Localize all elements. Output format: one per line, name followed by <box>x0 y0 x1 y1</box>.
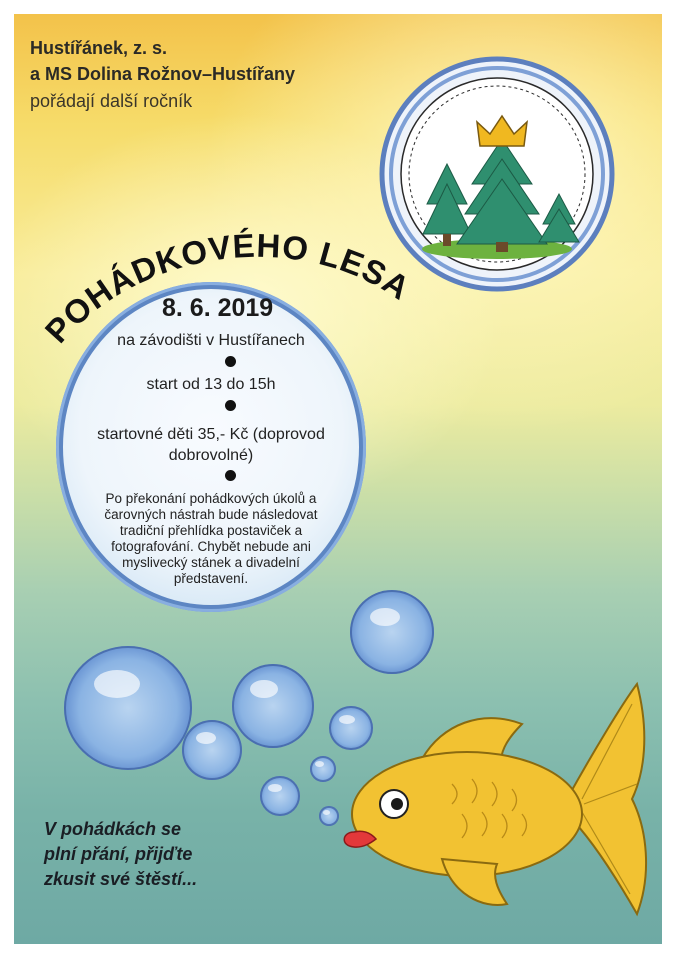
event-date: 8. 6. 2019 <box>162 294 274 322</box>
bubble-icon <box>64 646 192 770</box>
bubble-icon <box>232 664 314 748</box>
slogan-line-2: plní přání, přijďte <box>44 844 193 864</box>
goldfish-icon <box>332 664 662 924</box>
slogan <box>44 817 197 892</box>
slogan-line-1: V pohádkách se <box>44 819 182 839</box>
bullet-dot-icon <box>225 356 236 367</box>
bullet-dot-icon <box>225 400 236 411</box>
bubble-icon <box>182 720 242 780</box>
organizer-name: Hustířánek, z. s. <box>30 38 168 58</box>
organizer-partner: a MS Dolina Rožnov–Hustířany <box>30 64 296 84</box>
poster <box>14 14 662 944</box>
bullet-dot-icon <box>225 470 236 481</box>
slogan-line-3: zkusit své štěstí... <box>44 869 198 889</box>
event-description: Po překonání pohádkových úkolů a čarovných nástrah bude následovat tradiční přehlídka postaviček a fotografování. Chybět nebude ani myslivecký stánek a divadelní představení. <box>104 491 318 586</box>
entry-fee-text: startovné děti 35,- Kč (doprovod dobrovolné) <box>97 426 325 464</box>
bubble-icon <box>260 776 300 816</box>
venue-text: na závodišti v Hustířanech <box>117 332 305 349</box>
emblem-trees-crown-icon <box>377 54 617 294</box>
start-time-text: start od 13 do 15h <box>146 376 276 393</box>
organizer-subtitle: pořádají další ročník <box>30 91 193 111</box>
bubble-icon <box>350 590 434 674</box>
event-title: POHÁDKOVÉHO LESA <box>37 226 418 350</box>
